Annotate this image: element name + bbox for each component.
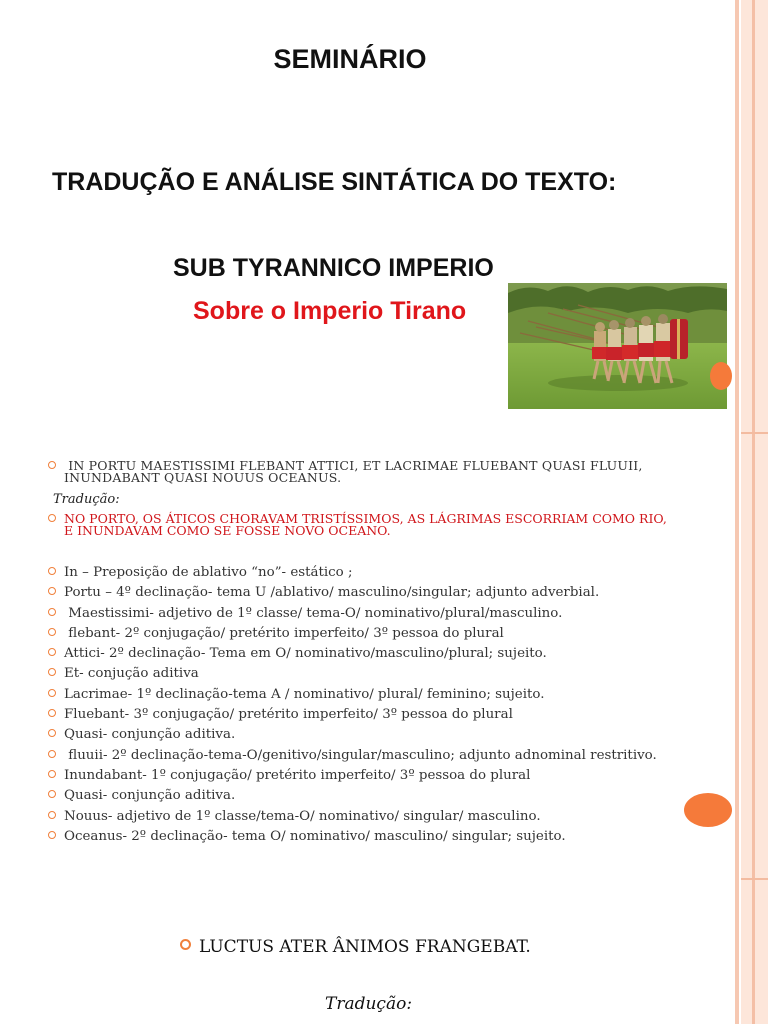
decorative-stripe [735, 0, 739, 1024]
latin-line: IN PORTU MAESTISSIMI FLEBANT ATTICI, ET LACRIMAE FLUEBANT QUASI FLUUII, [68, 458, 643, 473]
bullet-icon [48, 608, 56, 616]
bullet-icon [48, 648, 56, 656]
latin-sentence [48, 460, 736, 484]
text-subtitle: Sobre o Imperio Tirano [193, 297, 467, 325]
bullet-icon [48, 790, 56, 798]
translation-line: NO PORTO, OS ÁTICOS CHORAVAM TRISTÍSSIMOS, AS LÁGRIMAS ESCORRIAM COMO RIO, [64, 511, 667, 526]
analysis-list [48, 563, 728, 847]
bullet-icon [48, 587, 56, 595]
second-translation-label: Tradução: [325, 994, 413, 1014]
translation-line: E INUNDAVAM COMO SE FOSSE NOVO OCEANO. [64, 523, 391, 538]
list-item [48, 705, 728, 725]
list-item [48, 766, 728, 786]
analysis-text: Quasi- conjunção aditiva. [64, 788, 236, 804]
bullet-icon [48, 729, 56, 737]
bullet-icon [48, 514, 56, 522]
list-item [48, 827, 728, 847]
photo-illustration [508, 283, 727, 409]
bullet-icon [48, 750, 56, 758]
list-item [48, 624, 728, 644]
list-item [48, 725, 728, 745]
analysis-text: In – Preposição de ablativo “no”- estático ; [64, 565, 353, 580]
bullet-icon [48, 461, 56, 469]
translation-label: Tradução: [53, 492, 120, 507]
analysis-text: Quasi- conjunção aditiva. [64, 727, 236, 743]
list-item [48, 644, 728, 664]
translation-text [48, 513, 738, 537]
list-item [48, 786, 728, 806]
analysis-text: fluuii- 2º declinação-tema-O/genitivo/singular/masculino; adjunto adnominal restritivo. [64, 747, 657, 763]
analysis-text: Lacrimae- 1º declinação-tema A / nominativo/ plural/ feminino; sujeito. [64, 686, 545, 702]
list-item [48, 563, 728, 583]
slide-heading: TRADUÇÃO E ANÁLISE SINTÁTICA DO TEXTO: [52, 168, 617, 196]
bullet-icon [48, 567, 56, 575]
latin-line: INUNDABANT QUASI NOUUS OCEANUS. [64, 470, 342, 485]
second-sentence-text: LUCTUS ATER ÂNIMOS FRANGEBAT. [199, 937, 531, 957]
decorative-divider [741, 878, 768, 880]
bullet-icon [48, 709, 56, 717]
slide-title: SEMINÁRIO [273, 44, 427, 74]
bullet-icon [180, 939, 191, 950]
analysis-text: Et- conjução aditiva [64, 666, 199, 682]
analysis-text: Inundabant- 1º conjugação/ pretérito imperfeito/ 3º pessoa do plural [64, 767, 531, 783]
bullet-icon [48, 811, 56, 819]
analysis-text: Oceanus- 2º declinação- tema O/ nominativo/ masculino/ singular; sujeito. [64, 828, 566, 844]
decorative-dot [710, 362, 732, 390]
analysis-text: Fluebant- 3º conjugação/ pretérito imperfeito/ 3º pessoa do plural [64, 707, 513, 723]
list-item [48, 807, 728, 827]
decorative-divider [741, 432, 768, 434]
list-item [48, 746, 728, 766]
analysis-text: flebant- 2º conjugação/ pretérito imperfeito/ 3º pessoa do plural [64, 625, 504, 641]
analysis-text: Portu – 4º declinação- tema U /ablativo/ masculino/singular; adjunto adverbial. [64, 585, 600, 601]
analysis-text: Attici- 2º declinação- Tema em O/ nominativo/masculino/plural; sujeito. [64, 646, 547, 662]
analysis-text: Maestissimi- adjetivo de 1º classe/ tema-O/ nominativo/plural/masculino. [64, 605, 563, 621]
decorative-stripe [752, 0, 755, 1024]
bullet-icon [48, 668, 56, 676]
bullet-icon [48, 628, 56, 636]
analysis-text: Nouus- adjetivo de 1º classe/tema-O/ nominativo/ singular/ masculino. [64, 808, 541, 824]
bullet-icon [48, 770, 56, 778]
text-title: SUB TYRANNICO IMPERIO [173, 254, 494, 282]
list-item [48, 685, 728, 705]
list-item [48, 664, 728, 684]
bullet-icon [48, 831, 56, 839]
list-item [48, 604, 728, 624]
bullet-icon [48, 689, 56, 697]
second-sentence [180, 937, 531, 957]
roman-soldiers-photo [508, 283, 727, 409]
list-item [48, 583, 728, 603]
